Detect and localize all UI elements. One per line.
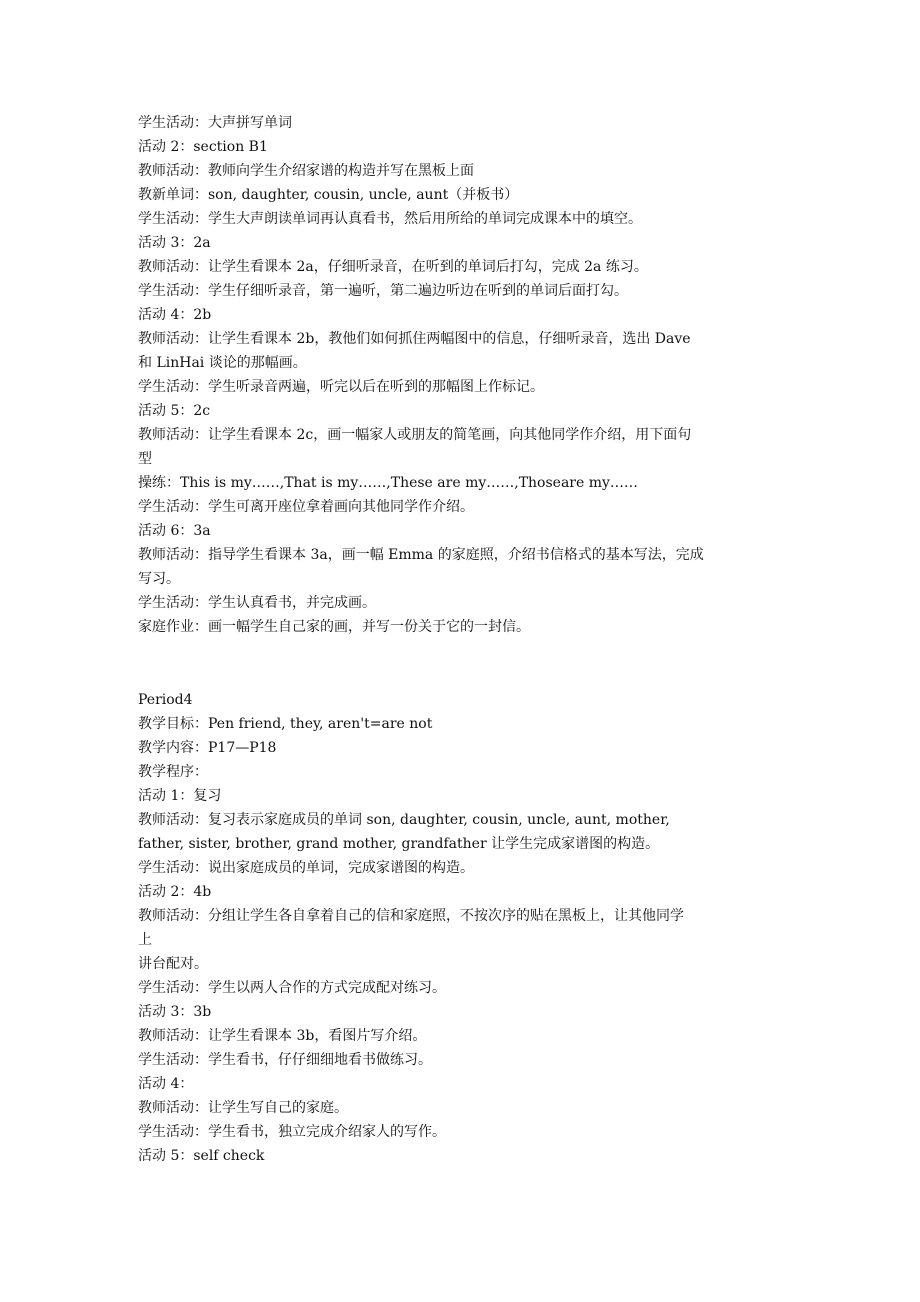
- text-line: 教师活动：让学生看课本 3b，看图片写介绍。: [138, 1028, 427, 1044]
- text-line: 教师活动：指导学生看课本 3a，画一幅 Emma 的家庭照，介绍书信格式的基本写法，完成: [138, 547, 704, 563]
- text-line: 活动 5：2c: [138, 403, 211, 419]
- text-line: 学生活动：学生看书，仔仔细细地看书做练习。: [138, 1052, 432, 1068]
- text-line: 教师活动：分组让学生各自拿着自己的信和家庭照，不按次序的贴在黑板上，让其他同学: [138, 908, 684, 924]
- text-line: 学生活动：学生大声朗读单词再认真看书，然后用所给的单词完成课本中的填空。: [138, 211, 642, 227]
- text-line: 教学内容：P17—P18: [138, 740, 277, 756]
- text-line: 活动 1：复习: [138, 788, 222, 804]
- lesson-section-2: [138, 688, 788, 1168]
- text-line: 教师活动：让学生写自己的家庭。: [138, 1100, 348, 1116]
- text-line: 教师活动：让学生看课本 2a，仔细听录音，在听到的单词后打勾，完成 2a 练习。: [138, 259, 648, 275]
- text-line: 学生活动：学生仔细听录音，第一遍听，第二遍边听边在听到的单词后面打勾。: [138, 283, 628, 299]
- text-line: 写习。: [138, 571, 180, 587]
- text-line: 学生活动：学生认真看书，并完成画。: [138, 595, 376, 611]
- text-line: 和 LinHai 谈论的那幅画。: [138, 355, 307, 371]
- text-line: 家庭作业：画一幅学生自己家的画，并写一份关于它的一封信。: [138, 619, 530, 635]
- text-line: 学生活动：学生看书，独立完成介绍家人的写作。: [138, 1124, 446, 1140]
- text-line: 操练：This is my……,That is my……,These are my……,Thoseare my……: [138, 475, 638, 491]
- text-line: 活动 3：2a: [138, 235, 211, 251]
- text-line: 教新单词：son, daughter, cousin, uncle, aunt（并板书）: [138, 187, 519, 203]
- text-line: 教师活动：让学生看课本 2c，画一幅家人或朋友的简笔画，向其他同学作介绍，用下面句: [138, 427, 692, 443]
- text-line: 学生活动：学生可离开座位拿着画向其他同学作介绍。: [138, 499, 474, 515]
- text-line: 学生活动：说出家庭成员的单词，完成家谱图的构造。: [138, 860, 474, 876]
- text-line: 学生活动：大声拼写单词: [138, 115, 292, 131]
- text-line: 教师活动：复习表示家庭成员的单词 son, daughter, cousin, uncle, aunt, mother,: [138, 812, 670, 828]
- text-line: 活动 3：3b: [138, 1004, 212, 1020]
- text-line: 型: [138, 451, 152, 467]
- text-line: 教师活动：让学生看课本 2b，教他们如何抓住两幅图中的信息，仔细听录音，选出 Dave: [138, 331, 691, 347]
- text-line: 学生活动：学生以两人合作的方式完成配对练习。: [138, 980, 446, 996]
- text-line: 活动 4：: [138, 1076, 194, 1092]
- text-line: 教学目标：Pen friend, they, aren't=are not: [138, 716, 433, 732]
- text-line: 讲台配对。: [138, 956, 208, 972]
- text-line: 教师活动：教师向学生介绍家谱的构造并写在黑板上面: [138, 163, 474, 179]
- text-line: 上: [138, 932, 152, 948]
- text-line: 活动 2：4b: [138, 884, 212, 900]
- text-line: 学生活动：学生听录音两遍，听完以后在听到的那幅图上作标记。: [138, 379, 544, 395]
- text-line: 教学程序：: [138, 764, 208, 780]
- text-line: 活动 6：3a: [138, 523, 211, 539]
- text-line: 活动 4：2b: [138, 307, 212, 323]
- text-line: father, sister, brother, grand mother, grandfather 让学生完成家谱图的构造。: [138, 836, 660, 852]
- section-heading: Period4: [138, 692, 193, 708]
- lesson-section-1: [138, 111, 788, 639]
- text-line: 活动 2：section B1: [138, 139, 268, 155]
- text-line: 活动 5：self check: [138, 1148, 265, 1164]
